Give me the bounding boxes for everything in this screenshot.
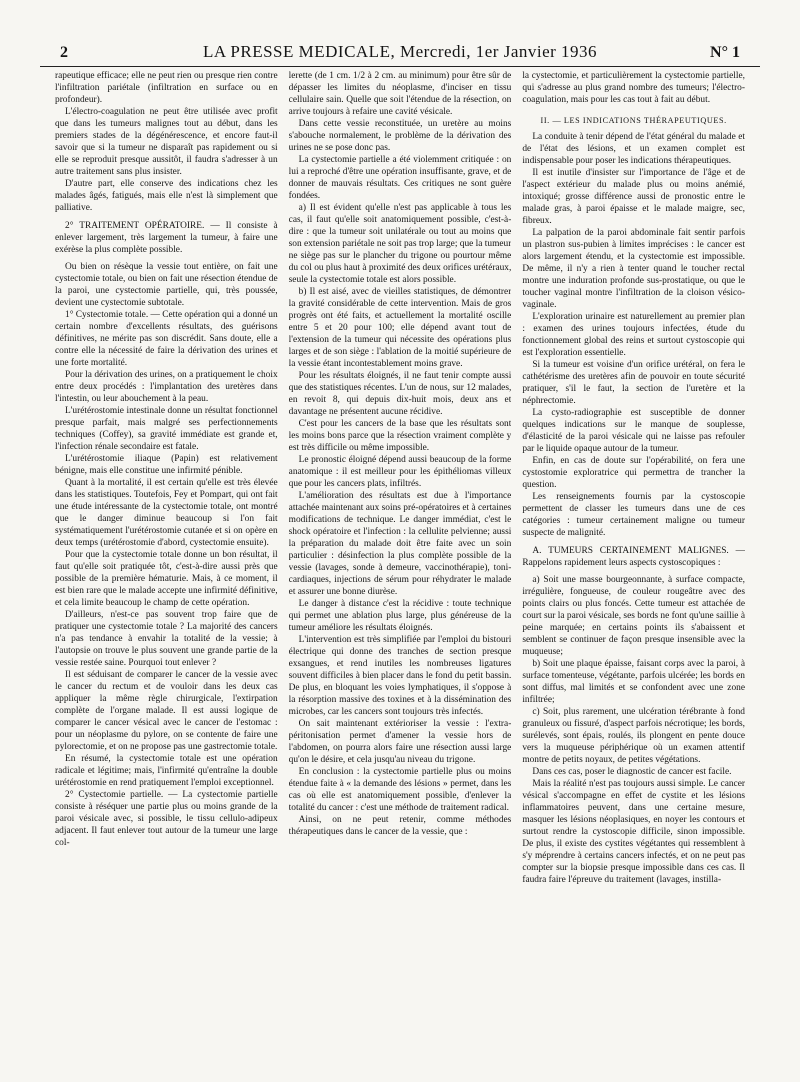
paragraph: Ou bien on résèque la vessie tout entière, on fait une cystectomie totale, ou bien on fait une résection étendue de la paroi, une cystectomie partielle, qui, très poussée, devient une cystectomie subtotale. xyxy=(55,262,278,308)
running-title: LA PRESSE MEDICALE, Mercredi, 1er Janvier 1936 xyxy=(202,42,598,61)
paragraph: Il est inutile d'insister sur l'importance de l'âge et de l'aspect extérieur du malade plus ou moins anémié, intoxiqué; grosse différence aussi de pronostic entre le malade gras, à paroi épaisse et le malade maigre, sec, fibreux. xyxy=(522,168,745,226)
column-right xyxy=(522,70,745,1078)
paragraph: La conduite à tenir dépend de l'état général du malade et de l'état des lésions, et un examen complet est indispensable pour poser les indications thérapeutiques. xyxy=(522,132,745,166)
paragraph: En résumé, la cystectomie totale est une opération radicale et légitime; mais, l'infirmité qu'entraîne la double urétérostomie en rend pratiquement l'emploi exceptionnel. xyxy=(55,754,278,788)
paragraph: Mais la réalité n'est pas toujours aussi simple. Le cancer vésical s'accompagne en effet de cystite et les lésions inflammatoires peuvent, dans une certaine mesure, masquer les lésions néoplasiques, en noyer les contours et surtout rendre la cystoscopie difficile, sinon impossible. De plus, il existe des cystites végétantes qui ressemblent à s'y méprendre à certains cancers infectés, et on ne peut pas compter sur la biopsie presque impossible dans ces cas. Il faudra faire l'épreuve du traitement (lavages, instilla- xyxy=(522,779,745,885)
paragraph: D'ailleurs, n'est-ce pas souvent trop faire que de pratiquer une cystectomie totale ? La majorité des cancers n'a pas tendance à envahir la totalité de la vessie; à l'autopsie on trouve le plus souvent une grande partie de la vessie restée saine. Pourquoi tout enlever ? xyxy=(55,610,278,668)
paragraph: 1° Cystectomie totale. — Cette opération qui a donné un certain nombre d'excellents résultats, des guérisons définitives, ne mérite pas son discrédit. Sans doute, elle a contre elle la nécessité de faire la dérivation des urines et une forte mortalité. xyxy=(55,310,278,368)
paragraph: L'urétérostomie iliaque (Papin) est relativement bénigne, mais elle constitue une infirmité pénible. xyxy=(55,454,278,476)
paragraph: L'électro-coagulation ne peut être utilisée avec profit que dans les tumeurs malignes tout au début, dans les premiers stades de la dégénérescence, et encore faut-il savoir que si la tumeur ne disparaît pas rapidement ou si elle se reproduit presque aussitôt, il faudra s'adresser à un autre traitement sans plus insister. xyxy=(55,107,278,177)
paragraph: Pour que la cystectomie totale donne un bon résultat, il faut qu'elle soit pratiquée tôt, c'est-à-dire aussi près que possible de la première hématurie. Mais, à ce moment, il est bien rare que le malade accepte une infirmité définitive, et cela limite beaucoup le champ de cette opération. xyxy=(55,550,278,608)
paragraph: a) Soit une masse bourgeonnante, à surface compacte, irrégulière, fongueuse, de couleur rougeâtre avec des points clairs ou plus foncés. Cette tumeur est attachée de court sur la paroi vésicale, ses bords ne font qu'une saillie à peine marquée; en certains points ils s'abaissent et semblent se continuer de façon presque insensible avec la muqueuse; xyxy=(522,575,745,657)
paragraph: Le pronostic éloigné dépend aussi beaucoup de la forme anatomique : il est meilleur pour les épithéliomas villeux que pour les cancers plats, infiltrés. xyxy=(288,455,512,489)
page-number: 2 xyxy=(60,44,68,61)
paragraph: 2° Cystectomie partielle. — La cystectomie partielle consiste à réséquer une partie plus ou moins grande de la paroi vésicale avec, si possible, le tissu cellulo-adipeux adjacent. Il faut enlever tout autour de la tumeur une large col- xyxy=(55,790,278,848)
paragraph: c) Soit, plus rarement, une ulcération térébrante à fond granuleux ou fissuré, d'aspect parfois nécrotique; les bords, surélevés, sont épais, roulés, ils plongent en pente douce vers la muqueuse périphérique où un examen attentif montre de petits noyaux, de petites végétations. xyxy=(522,707,745,765)
paragraph: Quant à la mortalité, il est certain qu'elle est très élevée dans les statistiques. Toutefois, Fey et Pompart, qui ont fait une étude intéressante de la cystectomie totale, ont montré que le danger diminue beaucoup si l'on fait systématiquement l'urétérostomie cutanée et si on opère en deux temps (urétérostomie d'abord, cystectomie ensuite). xyxy=(55,478,278,548)
column-left xyxy=(55,70,278,1078)
paragraph: b) Il est aisé, avec de vieilles statistiques, de démontrer la gravité considérable de cette intervention. Mais de gros progrès ont été faits, et actuellement la mortalité oscille entre 5 et 20 pour 100; elle dépend avant tout de l'extension de la tumeur qui nécessite des opérations plus larges et de son siège : l'ablation de la moitié supérieure de la vessie étant incontestablement moins grave. xyxy=(288,287,512,369)
paragraph: La cystectomie partielle a été violemment critiquée : on lui a reproché d'être une opération insuffisante, grave, et de donner de mauvais résultats. Ces critiques ne sont guère fondées. xyxy=(288,155,512,201)
paragraph: Dans ces cas, poser le diagnostic de cancer est facile. xyxy=(532,767,732,777)
paragraph: L'urétérostomie intestinale donne un résultat fonctionnel presque parfait, mais malgré ses perfectionnements techniques (Coffey), sa gravité immédiate est grande et, l'infection rénale secondaire est fatale. xyxy=(55,406,278,452)
paragraph: Enfin, en cas de doute sur l'opérabilité, on fera une cystostomie exploratrice qui permettra de trancher la question. xyxy=(522,456,745,490)
paragraph: rapeutique efficace; elle ne peut rien ou presque rien contre l'infiltration pariétale (infiltration en surface ou en profondeur). xyxy=(55,71,278,105)
paragraph: Si la tumeur est voisine d'un orifice urétéral, on fera le cathétérisme des uretères afin de pouvoir en toute sécurité pratiquer, s'il le faut, la section de l'uretère et la néphrectomie. xyxy=(522,360,745,406)
paragraph: Dans cette vessie reconstituée, un uretère au moins s'abouche normalement, le problème de la dérivation des urines ne se pose donc pas. xyxy=(288,119,512,153)
subsection-heading: 2° TRAITEMENT OPÉRATOIRE. — Il consiste à enlever largement, très largement la tumeur, à faire une exérèse la plus complète possible. xyxy=(55,221,278,255)
paragraph: lerette (de 1 cm. 1/2 à 2 cm. au minimum) pour être sûr de dépasser les limites du néoplasme, d'inciser en tissu cellulaire sain. Quelle que soit l'étendue de la résection, on arrive toujours à refaire une cavité vésicale. xyxy=(288,71,512,117)
paragraph: L'exploration urinaire est naturellement au premier plan : examen des urines toujours infectées, étude du fonctionnement global des reins et surtout cystoscopie qui est l'exploration essentielle. xyxy=(522,312,745,358)
issue-number: N° 1 xyxy=(710,44,740,61)
paragraph: L'amélioration des résultats est due à l'importance attachée maintenant aux soins pré-opératoires et à certaines modifications de technique. Le danger immédiat, c'est le shock opératoire et l'infection : la cellulite pelvienne; aussi la préparation du malade doit être faite avec un soin particulier : désinfection la plus complète possible de la vessie (lavages, sonde à demeure, vaccinothérapie), toni-cardiaques, injections de sérum pour réhydrater le malade et assurer une bonne diurèse. xyxy=(288,491,512,597)
paragraph: D'autre part, elle conserve des indications chez les malades âgés, fatigués, mais elle n'est là simplement que palliative. xyxy=(55,179,278,213)
paragraph: Le danger à distance c'est la récidive : toute technique qui permet une ablation plus large, plus généreuse de la tumeur améliore les résultats éloignés. xyxy=(288,599,512,633)
paragraph: C'est pour les cancers de la base que les résultats sont les moins bons parce que la résection vraiment complète y est très difficile ou même impossible. xyxy=(288,419,512,453)
paragraph: L'intervention est très simplifiée par l'emploi du bistouri électrique qui donne des tranches de section presque exsangues, et rend inutiles les nombreuses ligatures souvent difficiles à bien placer dans le fond du petit bassin. De plus, en bloquant les voies lymphatiques, il s'oppose à la résorption massive des toxines et à la dissémination des microbes, car les cancers sont toujours très infectés. xyxy=(288,635,512,717)
article-columns xyxy=(55,70,745,1078)
paragraph: Les renseignements fournis par la cystoscopie permettent de classer les tumeurs dans une de ces catégories : tumeur certainement maligne ou tumeur suspecte de malignité. xyxy=(522,492,745,538)
page-header xyxy=(40,40,760,67)
paragraph: La cysto-radiographie est susceptible de donner quelques indications sur le manque de souplesse, d'élasticité de la paroi vésicale qui ne laisse pas refouler par le liquide opaque autour de la tumeur. xyxy=(522,408,745,454)
section-heading: II. — LES INDICATIONS THÉRAPEUTIQUES. xyxy=(540,116,727,125)
paragraph: Pour les résultats éloignés, il ne faut tenir compte aussi que des statistiques récentes. L'un de nous, sur 12 malades, en revoit 8, qui depuis dix-huit mois, deux ans et davantage ne présentent aucune récidive. xyxy=(288,371,512,417)
paragraph: La palpation de la paroi abdominale fait sentir parfois un plastron sus-pubien à limites imprécises : le cancer est alors largement étendu, et la cystectomie est impossible. De même, il n'y a rien à tenter quand le toucher rectal montre une induration profonde sus-prostatique, ou que le toucher vaginal montre l'infiltration de la cloison vésico-vaginale. xyxy=(522,228,745,310)
paragraph: a) Il est évident qu'elle n'est pas applicable à tous les cas, il faut qu'elle soit anatomiquement possible, c'est-à-dire : que la tumeur soit unilatérale ou tout au moins que son extension pariétale ne soit pas trop large; que la tumeur ne siège pas sur le plancher du trigone ou pourtour même du col ou plus haut à proximité des deux orifices urétéraux, seule la cystectomie totale est alors possible. xyxy=(288,203,512,285)
column-middle xyxy=(289,70,512,1078)
paragraph: Pour la dérivation des urines, on a pratiquement le choix entre deux procédés : l'implantation des uretères dans l'intestin, ou leur abouchement à la peau. xyxy=(55,370,278,404)
paragraph: b) Soit une plaque épaisse, faisant corps avec la paroi, à surface tomenteuse, végétante, parfois ulcérée; les bords en sont diffus, mal limités et se confondent avec une zone infiltrée; xyxy=(522,659,745,705)
paragraph: En conclusion : la cystectomie partielle plus ou moins étendue faite à « la demande des lésions » permet, dans les cas où elle est anatomiquement possible, d'enlever la totalité du cancer : c'est une méthode de traitement radical. xyxy=(288,767,512,813)
paragraph: On sait maintenant extérioriser la vessie : l'extra-péritonisation permet d'amener la vessie hors de l'abdomen, on pourra alors faire une résection aussi large qu'on le désire, et cela jusqu'au niveau du trigone. xyxy=(288,719,512,765)
paragraph: Ainsi, on ne peut retenir, comme méthodes thérapeutiques dans le cancer de la vessie, que : xyxy=(288,815,512,837)
subsection-heading: A. TUMEURS CERTAINEMENT MALIGNES. — Rappelons rapidement leurs aspects cystoscopiques : xyxy=(522,546,745,568)
paragraph: la cystectomie, et particulièrement la cystectomie partielle, qui s'adresse au plus grand nombre des tumeurs; l'électro-coagulation, mais pour les cas tout à fait au début. xyxy=(522,71,745,105)
paragraph: Il est séduisant de comparer le cancer de la vessie avec le cancer du rectum et de vouloir dans les deux cas appliquer la même règle chirurgicale, l'extirpation complète de l'organe malade. Il est aussi logique de comparer le cancer vésical avec le cancer de l'estomac : pour un néoplasme du pylore, on se contente de faire une pylorectomie, et on ne propose pas une gastrectomie totale. xyxy=(55,670,278,752)
